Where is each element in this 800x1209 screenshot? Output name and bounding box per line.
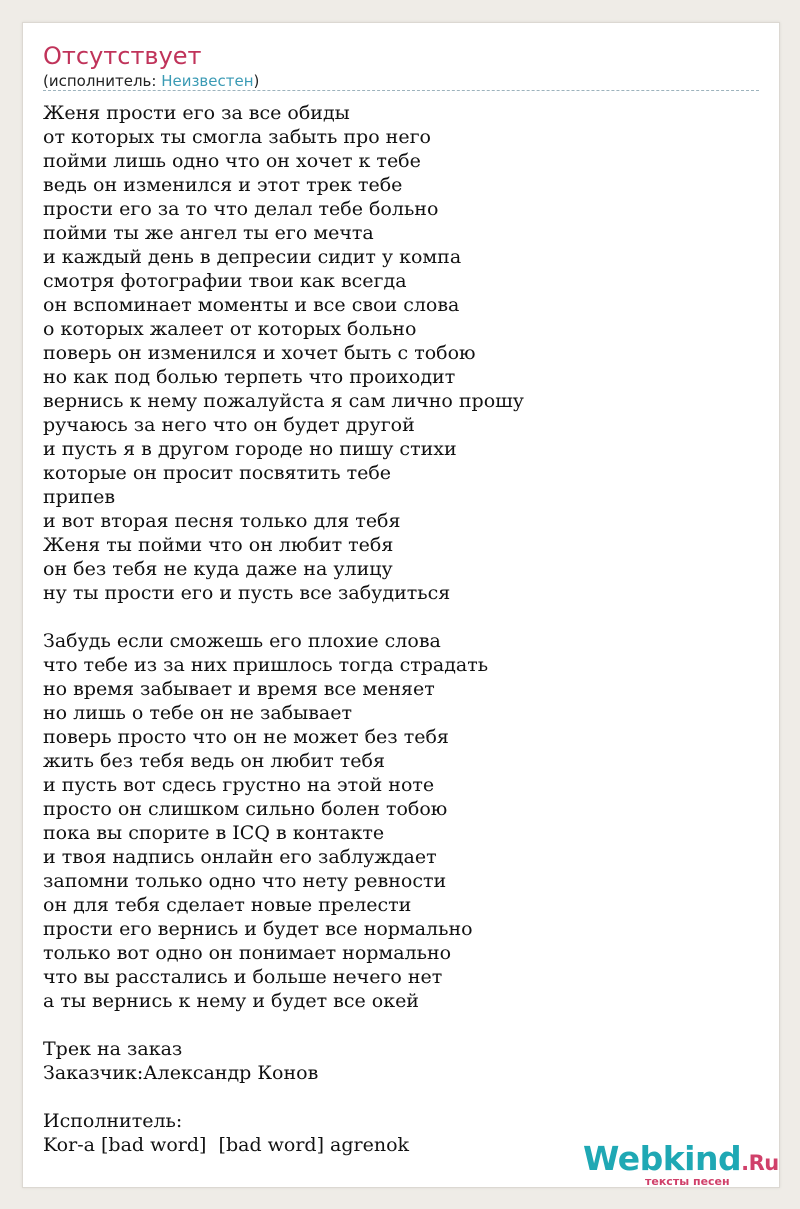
logo-brand: Webkind [583,1139,742,1178]
lyric-line: но лишь о тебе он не забывает [43,702,353,724]
lyric-line: и твоя надпись онлайн его заблуждает [43,846,437,868]
blank-line [43,1013,759,1037]
lyric-line: ну ты прости его и пусть все забудиться [43,582,451,604]
lyric-line: просто он слишком сильно болен тобою [43,798,448,820]
lyric-line: пойми ты же ангел ты его мечта [43,222,374,244]
lyric-line: от которых ты смогла забыть про него [43,126,431,148]
lyric-line: но время забывает и время все меняет [43,678,435,700]
title-divider [43,90,759,91]
webkind-logo [583,1141,779,1187]
artist-link[interactable]: Неизвестен [161,72,254,90]
lyric-line: и пусть я в другом городе но пишу стихи [43,438,457,460]
lyric-line: жить без тебя ведь он любит тебя [43,750,385,772]
lyric-line: Женя прости его за все обиды [43,102,350,124]
lyric-line: запомни только одно что нету ревности [43,870,447,892]
lyric-line: ручаюсь за него что он будет другой [43,414,415,436]
lyric-line: Забудь если сможешь его плохие слова [43,630,441,652]
blank-line [43,1085,759,1109]
lyric-line: Заказчик:Александр Конов [43,1062,319,1084]
lyric-line: смотря фотографии твои как всегда [43,270,407,292]
artist-line [43,71,259,91]
lyric-line: Трек на заказ [43,1038,183,1060]
blank-line [43,605,759,629]
lyric-line: которые он просит посвятить тебе [43,462,392,484]
lyric-line: но как под болью терпеть что проиходит [43,366,456,388]
lyric-line: прости его вернись и будет все нормально [43,918,473,940]
lyric-line: и каждый день в депресии сидит у компа [43,246,462,268]
lyric-line: он для тебя сделает новые прелести [43,894,412,916]
lyric-line: Исполнитель: [43,1110,183,1132]
lyric-line: и пусть вот сдесь грустно на этой ноте [43,774,435,796]
logo-tld: .Ru [741,1151,779,1175]
lyric-line: он без тебя не куда даже на улицу [43,558,393,580]
lyric-line: о которых жалеет от которых больно [43,318,417,340]
lyric-line: пока вы спорите в ICQ в контакте [43,822,385,844]
lyric-line: припев [43,486,116,508]
song-title: Отсутствует [43,42,202,70]
lyric-line: он вспоминает моменты и все свои слова [43,294,460,316]
lyric-line: Женя ты пойми что он любит тебя [43,534,394,556]
lyric-line: что вы расстались и больше нечего нет [43,966,443,988]
lyrics-card [22,22,780,1188]
lyrics-body [43,101,759,1157]
lyric-line: что тебе из за них пришлось тогда страдать [43,654,489,676]
lyric-line: ведь он изменился и этот трек тебе [43,174,403,196]
lyric-line: а ты вернись к нему и будет все окей [43,990,419,1012]
lyric-line: вернись к нему пожалуйста я сам лично прошу [43,390,524,412]
lyric-line: поверь он изменился и хочет быть с тобою [43,342,476,364]
lyric-line: и вот вторая песня только для тебя [43,510,401,532]
lyric-line: только вот одно он понимает нормально [43,942,452,964]
lyric-line: Kor-a [bad word] [bad word] agrenok [43,1134,410,1156]
logo-tagline: тексты песен [645,1175,730,1188]
artist-prefix: (исполнитель: [43,72,162,90]
artist-suffix: ) [253,72,260,90]
lyric-line: прости его за то что делал тебе больно [43,198,439,220]
lyric-line: поверь просто что он не может без тебя [43,726,449,748]
lyric-line: пойми лишь одно что он хочет к тебе [43,150,421,172]
